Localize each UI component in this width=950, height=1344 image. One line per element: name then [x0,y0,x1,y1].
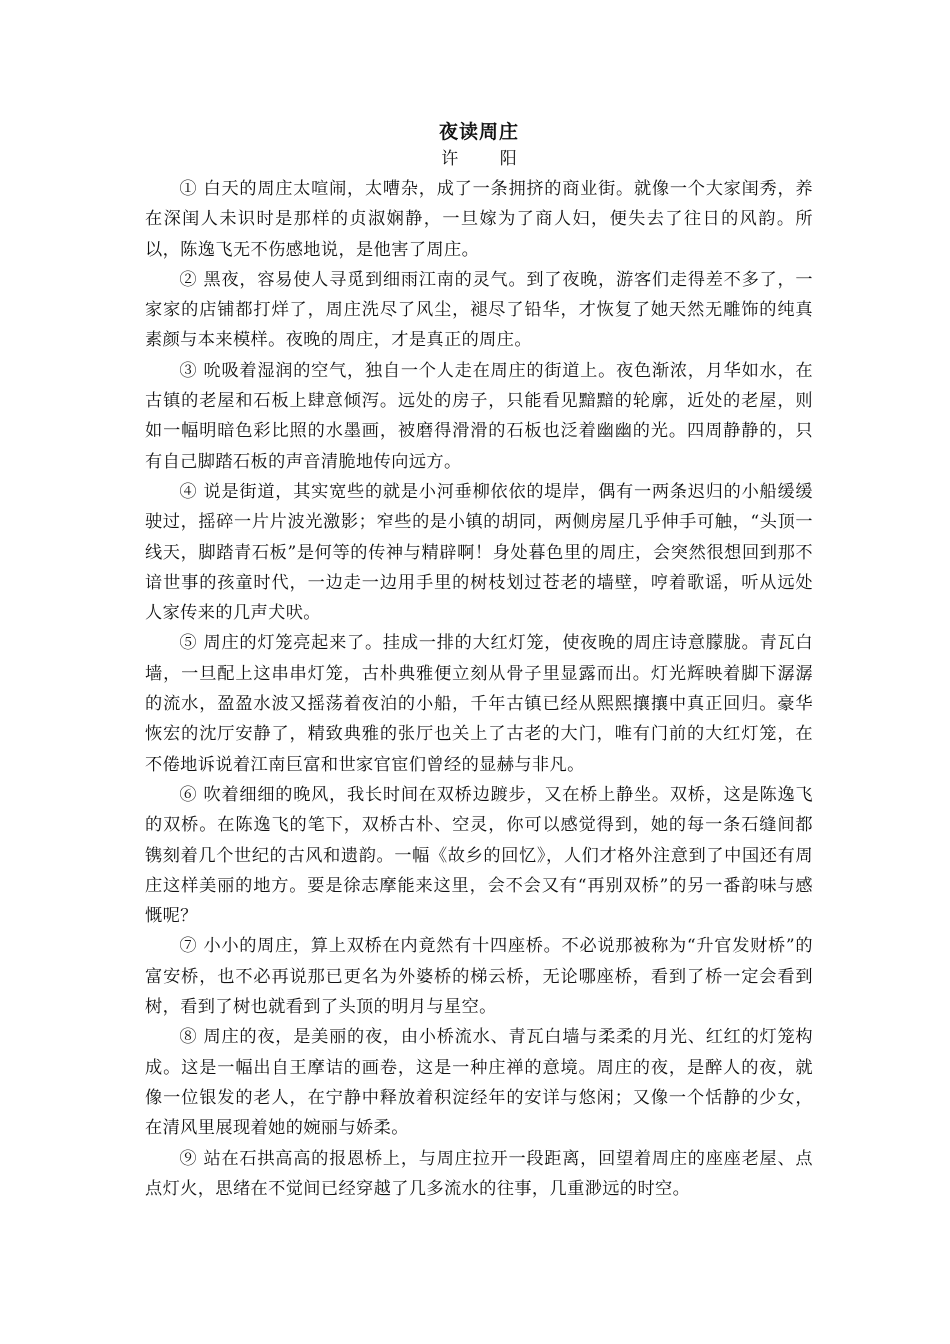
paragraph-7: ⑦ 小小的周庄，算上双桥在内竟然有十四座桥。不必说那被称为“升官发财桥”的富安桥，也不必再说那已更名为外婆桥的梯云桥，无论哪座桥，看到了桥一定会看到树，看到了树也就看到了头顶的明月与星空。 [145,936,813,1018]
article-title: 夜读周庄 [438,121,519,143]
paragraph-1: ① 白天的周庄太喧闹，太嘈杂，成了一条拥挤的商业街。就像一个大家闺秀，养在深闺人未识时是那样的贞淑娴静，一旦嫁为了商人妇，便失去了往日的风韵。所以，陈逸飞无不伤感地说，是他害了周庄。 [145,179,813,260]
paragraph-5: ⑤ 周庄的灯笼亮起来了。挂成一排的大红灯笼，使夜晚的周庄诗意朦胧。青瓦白墙，一旦配上这串串灯笼，古朴典雅便立刻从骨子里显露而出。灯光辉映着脚下潺潺的流水，盈盈水波又摇荡着夜泊的小船，千年古镇已经从熙熙攘攘中真正回归。豪华恢宏的沈厅安静了，精致典雅的张厅也关上了古老的大门，唯有门前的大红灯笼，在不倦地诉说着江南巨富和世家官宦们曾经的显赫与非凡。 [145,633,813,775]
article-author: 许 阳 [441,149,535,169]
paragraph-2: ② 黑夜，容易使人寻觅到细雨江南的灵气。到了夜晚，游客们走得差不多了，一家家的店铺都打烊了，周庄洗尽了风尘，褪尽了铅华，才恢复了她天然无雕饰的纯真素颜与本来模样。夜晚的周庄，才是真正的周庄。 [145,269,813,351]
paragraph-3: ③ 吮吸着湿润的空气，独自一个人走在周庄的街道上。夜色渐浓，月华如水，在古镇的老屋和石板上肆意倾泻。远处的房子，只能看见黯黯的轮廓，近处的老屋，则如一幅明暗色彩比照的水墨画，被磨得滑滑的石板也泛着幽幽的光。四周静静的，只有自己脚踏石板的声音清脆地传向远方。 [145,360,813,472]
paragraph-6: ⑥ 吹着细细的晚风，我长时间在双桥边踱步，又在桥上静坐。双桥，这是陈逸飞的双桥。在陈逸飞的笔下，双桥古朴、空灵，你可以感觉得到，她的每一条石缝间都镌刻着几个世纪的古风和遗韵。一幅《故乡的回忆》，人们才格外注意到了中国还有周庄这样美丽的地方。要是徐志摩能来这里，会不会又有“再别双桥”的另一番韵味与感慨呢？ [145,784,813,927]
document-page [145,118,813,1204]
paragraph-8: ⑧ 周庄的夜，是美丽的夜，由小桥流水、青瓦白墙与柔柔的月光、红红的灯笼构成。这是一幅出自王摩诘的画卷，这是一种庄禅的意境。周庄的夜，是醉人的夜，就像一位银发的老人，在宁静中释放着积淀经年的安详与悠闲；又像一个恬静的少女，在清风里展现着她的婉丽与娇柔。 [145,1027,813,1139]
paragraph-9: ⑨ 站在石拱高高的报恩桥上，与周庄拉开一段距离，回望着周庄的座座老屋、点点灯火，思绪在不觉间已经穿越了几多流水的往事，几重渺远的时空。 [145,1148,813,1199]
paragraph-4: ④ 说是街道，其实宽些的就是小河垂柳依依的堤岸，偶有一两条迟归的小船缓缓驶过，摇碎一片片波光激影；窄些的是小镇的胡同，两侧房屋几乎伸手可触，“头顶一线天，脚踏青石板”是何等的传神与精辟啊！身处暮色里的周庄，会突然很想回到那不谙世事的孩童时代，一边走一边用手里的树枝划过苍老的墙壁，哼着歌谣，听从远处人家传来的几声犬吠。 [145,481,813,624]
